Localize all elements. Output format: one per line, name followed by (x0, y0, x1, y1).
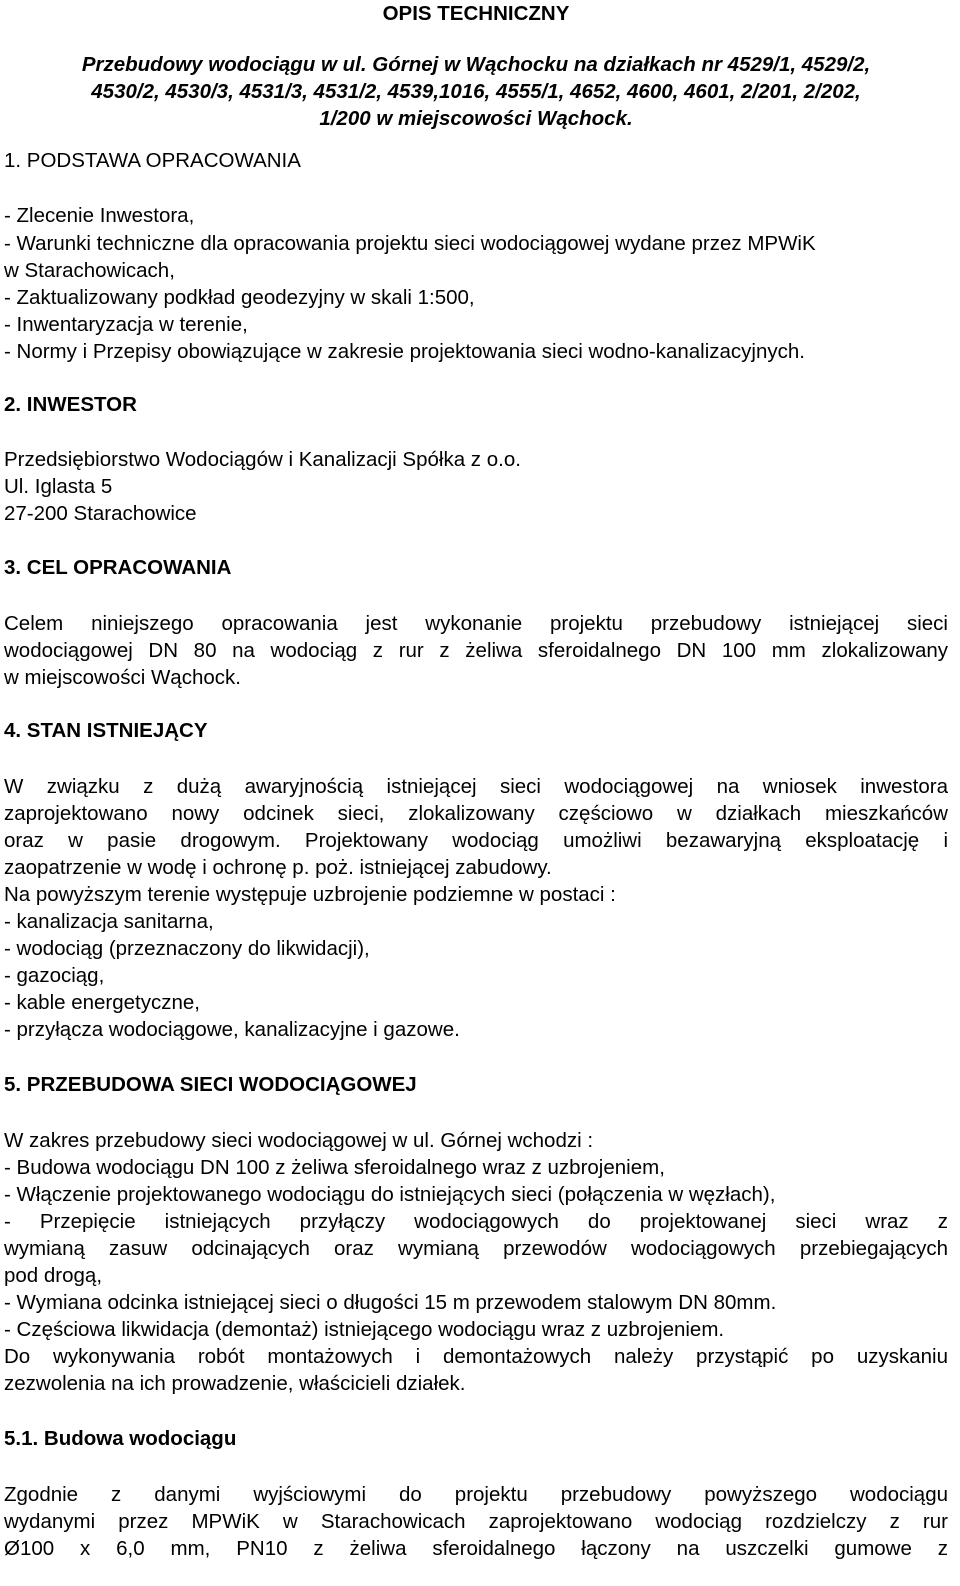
list-item: - Warunki techniczne dla opracowania projektu sieci wodociągowej wydane przez MPWiK (4, 232, 816, 255)
list-item: w Starachowicach, (4, 259, 175, 282)
paragraph-line: oraz w pasie drogowym. Projektowany wodociąg umożliwi bezawaryjną eksploatację i (4, 829, 948, 852)
paragraph-line: Zgodnie z danymi wyjściowymi do projektu przebudowy powyższego wodociągu (4, 1483, 948, 1506)
list-item: - kable energetyczne, (4, 991, 201, 1014)
paragraph-line: wodociągowej DN 80 na wodociąg z rur z żeliwa sferoidalnego DN 100 mm zlokalizowany (4, 639, 948, 662)
paragraph-line: wydanymi przez MPWiK w Starachowicach zaprojektowano wodociąg rozdzielczy z rur (4, 1510, 948, 1533)
list-item: - Budowa wodociągu DN 100 z żeliwa sferoidalnego wraz z uzbrojeniem, (4, 1156, 665, 1179)
list-item-continued: pod drogą, (4, 1264, 103, 1287)
list-item: - Częściowa likwidacja (demontaż) istniejącego wodociągu wraz z uzbrojeniem. (4, 1318, 725, 1341)
paragraph-line: Ø100 x 6,0 mm, PN10 z żeliwa sferoidalnego łączony na uszczelki gumowe z (4, 1537, 948, 1560)
section-heading-3: 3. CEL OPRACOWANIA (4, 556, 232, 579)
subtitle-line: 4530/2, 4530/3, 4531/3, 4531/2, 4539,1016, 4555/1, 4652, 4600, 4601, 2/201, 2/202, (91, 80, 861, 103)
subsection-heading-5-1: 5.1. Budowa wodociągu (4, 1427, 237, 1450)
list-item: - Zaktualizowany podkład geodezyjny w skali 1:500, (4, 286, 475, 309)
paragraph-line: Na powyższym terenie występuje uzbrojenie podziemne w postaci : (4, 883, 616, 906)
subtitle-line: 1/200 w miejscowości Wąchock. (319, 107, 633, 130)
paragraph-line: w miejscowości Wąchock. (4, 666, 241, 689)
paragraph-line: zaopatrzenie w wodę i ochronę p. poż. istniejącej zabudowy. (4, 856, 552, 879)
section-heading-1: 1. PODSTAWA OPRACOWANIA (4, 149, 301, 172)
list-item-continued: wymianą zasuw odcinających oraz wymianą przewodów wodociągowych przebiegających (4, 1237, 948, 1260)
list-item: - Wymiana odcinka istniejącej sieci o długości 15 m przewodem stalowym DN 80mm. (4, 1291, 777, 1314)
list-item: - Zlecenie Inwestora, (4, 204, 195, 227)
list-item: - kanalizacja sanitarna, (4, 910, 214, 933)
investor-line: 27-200 Starachowice (4, 502, 197, 525)
investor-line: Przedsiębiorstwo Wodociągów i Kanalizacji Spółka z o.o. (4, 448, 521, 471)
paragraph-line: Celem niniejszego opracowania jest wykonanie projektu przebudowy istniejącej sieci (4, 612, 948, 635)
list-item: - Przepięcie istniejących przyłączy wodociągowych do projektowanej sieci wraz z (4, 1210, 948, 1233)
paragraph-line: zezwolenia na ich prowadzenie, właścicieli działek. (4, 1372, 466, 1395)
subtitle-line: Przebudowy wodociągu w ul. Górnej w Wąchocku na działkach nr 4529/1, 4529/2, (81, 53, 871, 76)
document-title: OPIS TECHNICZNY (382, 2, 570, 25)
paragraph-line: zaprojektowano nowy odcinek sieci, zlokalizowany częściowo w działkach mieszkańców (4, 802, 948, 825)
section-heading-5: 5. PRZEBUDOWA SIECI WODOCIĄGOWEJ (4, 1073, 417, 1096)
paragraph-line: Do wykonywania robót montażowych i demontażowych należy przystąpić po uzyskaniu (4, 1345, 948, 1368)
list-item: - gazociąg, (4, 964, 105, 987)
list-item: - Inwentaryzacja w terenie, (4, 313, 248, 336)
list-item: - wodociąg (przeznaczony do likwidacji), (4, 937, 370, 960)
list-item: - Włączenie projektowanego wodociągu do istniejących sieci (połączenia w węzłach), (4, 1183, 776, 1206)
list-item: - przyłącza wodociągowe, kanalizacyjne i gazowe. (4, 1018, 460, 1041)
paragraph-line: W związku z dużą awaryjnością istniejącej sieci wodociągowej na wniosek inwestora (4, 775, 948, 798)
list-item: - Normy i Przepisy obowiązujące w zakresie projektowania sieci wodno-kanalizacyjnych. (4, 340, 805, 363)
investor-line: Ul. Iglasta 5 (4, 475, 113, 498)
section-heading-4: 4. STAN ISTNIEJĄCY (4, 719, 208, 742)
paragraph-line: W zakres przebudowy sieci wodociągowej w ul. Górnej wchodzi : (4, 1129, 594, 1152)
section-heading-2: 2. INWESTOR (4, 393, 137, 416)
